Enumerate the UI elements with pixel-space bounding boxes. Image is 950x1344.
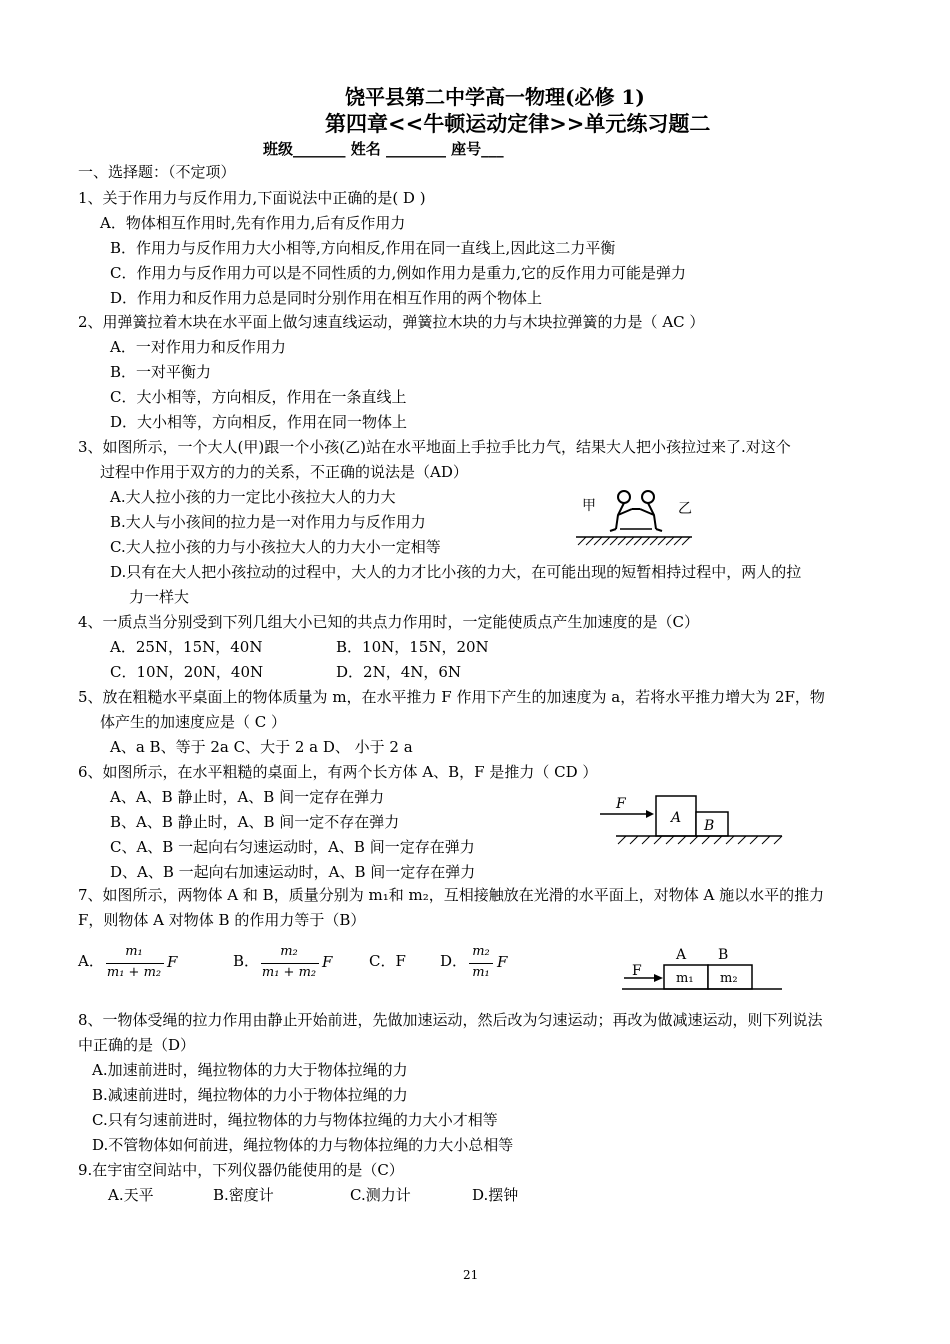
- q7-option-a-label: A．: [78, 952, 104, 970]
- q7-b-numerator: m₂: [280, 944, 298, 959]
- q6-option-a: A、A、B 静止时，A、B 间一定存在弹力: [110, 788, 385, 806]
- q3-option-a: A.大人拉小孩的力一定比小孩拉大人的力大: [110, 488, 396, 506]
- q7-option-d-label: D．: [440, 952, 468, 970]
- q9-option-a: A.天平: [108, 1186, 154, 1204]
- q8-stem-line1: 8、一物体受绳的拉力作用由静止开始前进，先做加速运动，然后改为匀速运动；再改为做减速运动，则下列说法: [78, 1011, 823, 1029]
- q4-option-d: D．2N，4N，6N: [336, 663, 462, 681]
- adult-body: [610, 503, 632, 531]
- q7-fig-m2: m₂: [720, 971, 738, 986]
- q9-option-d: D.摆钟: [472, 1186, 519, 1204]
- q7-option-d-fraction: [466, 944, 526, 988]
- q7-b-denominator: m₁ + m₂: [261, 965, 317, 980]
- q3-option-c: C.大人拉小孩的力与小孩拉大人的力大小一定相等: [110, 538, 441, 556]
- q6-option-c: C、A、B 一起向右匀速运动时，A、B 间一定存在弹力: [110, 838, 475, 856]
- q4-option-a: A．25N，15N，40N: [110, 638, 263, 656]
- q7-d-denominator: m₁: [472, 965, 490, 980]
- q3-option-b: B.大人与小孩间的拉力是一对作用力与反作用力: [110, 513, 426, 531]
- info-line: 班级_______ 姓名 ________ 座号___: [263, 140, 504, 158]
- q7-option-b-fraction: [259, 944, 339, 988]
- q7-a-denominator: m₁ + m₂: [106, 965, 162, 980]
- q7-stem-line1: 7、如图所示，两物体 A 和 B，质量分别为 m₁和 m₂，互相接触放在光滑的水平面上，对物体 A 施以水平的推力: [78, 886, 825, 904]
- q3-figure: [574, 485, 694, 550]
- q2-option-b: B．一对平衡力: [110, 363, 212, 381]
- q3-stem-line1: 3、如图所示，一个大人(甲)跟一个小孩(乙)站在水平地面上手拉手比力气，结果大人把小孩拉过来了.对这个: [78, 438, 791, 456]
- q2-option-a: A．一对作用力和反作用力: [110, 338, 286, 356]
- adult-head: [618, 491, 630, 503]
- q7-fig-A: A: [676, 947, 687, 963]
- q1-option-a: A．物体相互作用时,先有作用力,后有反作用力: [100, 214, 406, 232]
- q1-option-c: C．作用力与反作用力可以是不同性质的力,例如作用力是重力,它的反作用力可能是弹力: [110, 264, 687, 282]
- q6-figure: [596, 792, 786, 848]
- q6-fig-F: F: [616, 796, 626, 812]
- q7-fig-F: F: [632, 963, 642, 979]
- q7-d-F: F: [497, 953, 508, 971]
- q6-fig-B: B: [704, 818, 715, 834]
- chapter-title: 第四章<<牛顿运动定律>>单元练习题二: [325, 111, 711, 136]
- page-number: 21: [463, 1268, 479, 1282]
- q8-option-b: B.减速前进时，绳拉物体的力小于物体拉绳的力: [92, 1086, 408, 1104]
- q3-option-d-line1: D.只有在大人把小孩拉动的过程中，大人的力才比小孩的力大，在可能出现的短暂相持过程中，两人的拉: [110, 563, 802, 581]
- q5-stem-line2: 体产生的加速度应是（ C ）: [100, 713, 287, 731]
- q4-option-c: C．10N，20N，40N: [110, 663, 264, 681]
- q8-stem-line2: 中正确的是（D）: [78, 1036, 196, 1054]
- q7-fig-B: B: [718, 947, 729, 963]
- q7-b-F: F: [322, 953, 333, 971]
- q9-option-c: C.测力计: [350, 1186, 411, 1204]
- q7-stem-line2: F，则物体 A 对物体 B 的作用力等于（B）: [78, 911, 366, 929]
- q6-fig-A: A: [671, 810, 682, 826]
- q9-stem: 9.在宇宙空间站中，下列仪器仍能使用的是（C）: [78, 1161, 404, 1179]
- q5-options: A、a B、等于 2a C、大于 2 a D、 小于 2 a: [110, 738, 413, 756]
- q9-option-b: B.密度计: [213, 1186, 274, 1204]
- q1-stem: 1、关于作用力与反作用力,下面说法中正确的是( D ): [78, 189, 426, 207]
- q2-stem: 2、用弹簧拉着木块在水平面上做匀速直线运动，弹簧拉木块的力与木块拉弹簧的力是（ AC ）: [78, 313, 705, 331]
- q8-option-d: D.不管物体如何前进，绳拉物体的力与物体拉绳的力大小总相等: [92, 1136, 514, 1154]
- q7-option-c: C．F: [369, 952, 406, 970]
- q3-fig-label-right: 乙: [678, 501, 692, 517]
- q5-stem-line1: 5、放在粗糙水平桌面上的物体质量为 m，在水平推力 F 作用下产生的加速度为 a，若将水平推力增大为 2F，物: [78, 688, 825, 706]
- q6-option-b: B、A、B 静止时，A、B 间一定不存在弹力: [110, 813, 400, 831]
- q7-a-numerator: m₁: [125, 944, 143, 959]
- q7-d-numerator: m₂: [472, 944, 490, 959]
- q7-fig-m1: m₁: [676, 971, 694, 986]
- q1-option-b: B．作用力与反作用力大小相等,方向相反,作用在同一直线上,因此这二力平衡: [110, 239, 616, 257]
- table-hatch: [618, 836, 782, 844]
- section-heading: 一、选择题：（不定项）: [78, 163, 236, 181]
- force-arrowhead: [646, 810, 654, 818]
- q3-stem-line2: 过程中作用于双方的力的关系，不正确的说法是（AD）: [100, 463, 468, 481]
- q2-option-c: C．大小相等，方向相反，作用在一条直线上: [110, 388, 407, 406]
- q6-stem: 6、如图所示，在水平粗糙的桌面上，有两个长方体 A、B，F 是推力（ CD ）: [78, 763, 598, 781]
- q3-option-d-line2: 力一样大: [129, 588, 190, 606]
- q7-figure: [620, 943, 785, 993]
- ground-hatch: [578, 537, 690, 545]
- q4-option-b: B．10N，15N，20N: [336, 638, 489, 656]
- q4-stem: 4、一质点当分别受到下列几组大小已知的共点力作用时，一定能使质点产生加速度的是（C）: [78, 613, 700, 631]
- q7-option-a-fraction: [104, 944, 184, 988]
- q7-a-F: F: [167, 953, 178, 971]
- q1-option-d: D．作用力和反作用力总是同时分别作用在相互作用的两个物体上: [110, 289, 543, 307]
- q7-option-b-label: B．: [233, 952, 260, 970]
- child-body: [640, 503, 662, 531]
- q6-option-d: D、A、B 一起向右加速运动时，A、B 间一定存在弹力: [110, 863, 476, 881]
- q2-option-d: D．大小相等，方向相反，作用在同一物体上: [110, 413, 408, 431]
- q3-fig-label-left: 甲: [582, 498, 596, 514]
- q8-option-a: A.加速前进时，绳拉物体的力大于物体拉绳的力: [92, 1061, 408, 1079]
- q8-option-c: C.只有匀速前进时，绳拉物体的力与物体拉绳的力大小才相等: [92, 1111, 498, 1129]
- child-head: [642, 491, 654, 503]
- q7-force-arrowhead: [654, 974, 663, 982]
- school-title: 饶平县第二中学高一物理(必修 1): [345, 85, 645, 109]
